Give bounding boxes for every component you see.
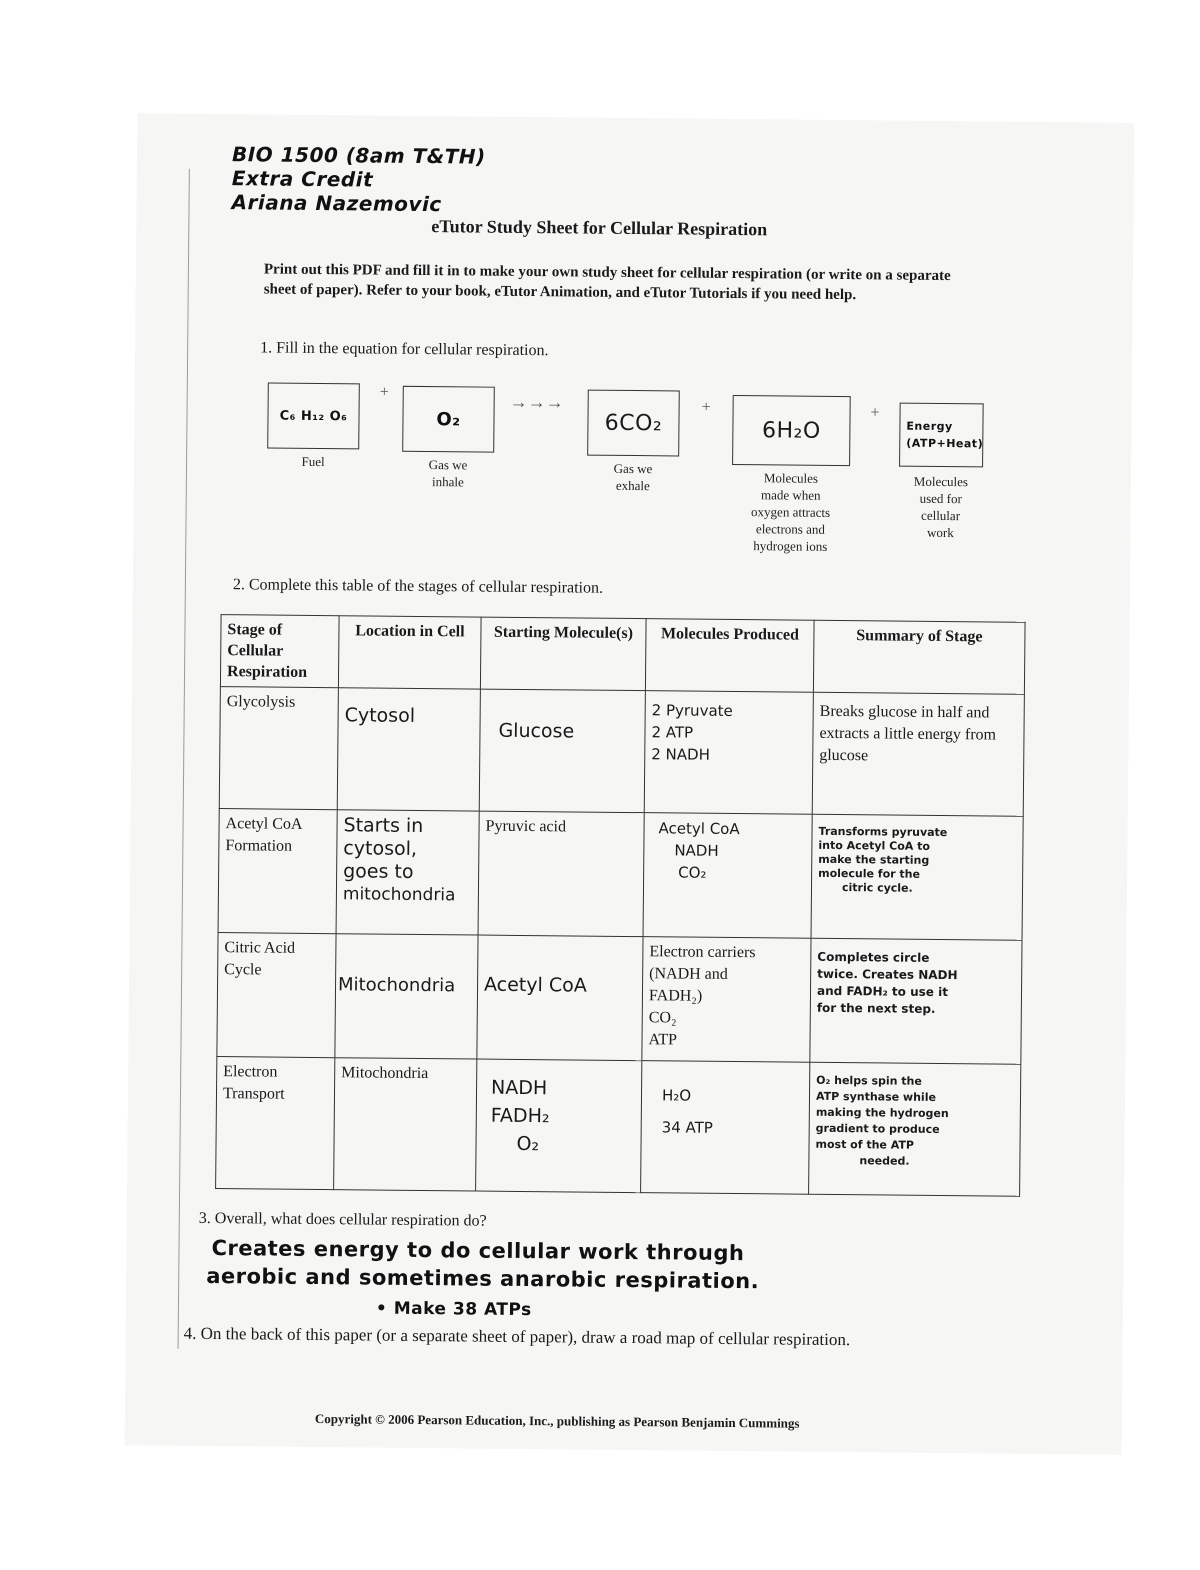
- stage-name: Glycolysis: [219, 687, 338, 810]
- stage-name: Electron Transport: [216, 1057, 335, 1190]
- question-3-prompt: 3. Overall, what does cellular respiration do?: [198, 1209, 487, 1230]
- starting-cell: Acetyl CoA: [477, 935, 643, 1061]
- location-cell: Mitochondria: [335, 934, 478, 1059]
- produced-cell: Electron carriers (NADH and FADH₂) CO₂ ATP: [642, 937, 811, 1063]
- stage-name: Acetyl CoA Formation: [218, 809, 337, 934]
- table-row: [216, 1057, 1021, 1197]
- question-3-answer-line-1: Creates energy to do cellular work through: [211, 1236, 745, 1266]
- question-3-answer-line-2: aerobic and sometimes anarobic respiration.: [206, 1263, 760, 1294]
- starting-cell: Pyruvic acid: [478, 811, 644, 937]
- instructions: Print out this PDF and fill it in to make your own study sheet for cellular respiration (or write on a separate sheet of paper). Refer to your book, eTutor Animation, and eTutor Tutorials if you need help.: [263, 261, 951, 304]
- plus-sign: +: [379, 383, 389, 401]
- location-cell: Starts in cytosol, goes to mitochondria: [336, 810, 479, 935]
- plus-sign: +: [701, 398, 711, 416]
- stage-name: Citric Acid Cycle: [217, 933, 336, 1058]
- header-produced: Molecules Produced: [645, 619, 814, 693]
- summary-cell: Transforms pyruvate into Acetyl CoA to make the starting molecule for the citric cycle.: [811, 814, 1023, 940]
- copyright-footer: Copyright © 2006 Pearson Education, Inc., publishing as Pearson Benjamin Cummings: [314, 1411, 800, 1431]
- starting-cell: NADH FADH₂ O₂: [476, 1059, 642, 1193]
- produced-cell: Acetyl CoA NADH CO₂: [643, 813, 812, 939]
- header-stage: Stage of Cellular Respiration: [220, 615, 339, 688]
- equation-box-fuel: C₆ H₁₂ O₆: [267, 383, 360, 450]
- course-label: BIO 1500 (8am T&TH): [231, 142, 486, 169]
- caption-water: Molecules made when oxygen attracts electrons and hydrogen ions: [751, 470, 831, 554]
- table-row: [218, 809, 1023, 941]
- question-1-prompt: 1. Fill in the equation for cellular respiration.: [260, 339, 549, 360]
- produced-cell: H₂O 34 ATP: [641, 1061, 810, 1195]
- equation-box-inhale: O₂: [402, 386, 495, 453]
- caption-exhale: Gas we exhale: [613, 460, 653, 494]
- header-location: Location in Cell: [338, 616, 481, 689]
- student-name: Ariana Nazemovic: [231, 190, 442, 217]
- assignment-label: Extra Credit: [231, 166, 374, 192]
- question-2-prompt: 2. Complete this table of the stages of cellular respiration.: [232, 576, 604, 597]
- equation-box-energy: [899, 403, 984, 468]
- equation-box-exhale: 6CO₂: [587, 390, 680, 457]
- arrows: →→→: [509, 391, 564, 413]
- location-cell: Mitochondria: [334, 1058, 477, 1191]
- worksheet-page: [125, 113, 1135, 1455]
- location-cell: Cytosol: [337, 688, 480, 811]
- caption-inhale: Gas we inhale: [428, 457, 468, 490]
- stages-table: [215, 614, 1025, 1197]
- header-starting: Starting Molecule(s): [480, 617, 646, 691]
- caption-fuel: Fuel: [301, 453, 325, 470]
- table-row: [217, 933, 1022, 1065]
- table-row: [219, 687, 1024, 817]
- energy-answer-detail: (ATP+Heat): [906, 436, 984, 451]
- header-summary: Summary of Stage: [813, 620, 1025, 694]
- produced-cell: 2 Pyruvate 2 ATP 2 NADH: [644, 691, 813, 815]
- margin-line: [178, 169, 190, 1349]
- summary-cell: Completes circle twice. Creates NADH and FADH₂ to use it for the next step.: [810, 938, 1022, 1064]
- summary-cell: Breaks glucose in half and extracts a little energy from glucose: [812, 692, 1024, 816]
- summary-cell: O₂ helps spin the ATP synthase while making the hydrogen gradient to produce most of the ATP needed.: [809, 1062, 1021, 1196]
- starting-cell: Glucose: [479, 689, 645, 813]
- plus-sign: +: [870, 404, 880, 422]
- equation-box-water: 6H₂O: [732, 395, 851, 466]
- question-4-prompt: 4. On the back of this paper (or a separate sheet of paper), draw a road map of cellular respiration.: [183, 1323, 851, 1350]
- question-3-answer-line-3: • Make 38 ATPs: [375, 1298, 532, 1321]
- energy-answer: Energy: [906, 419, 953, 434]
- page-title: eTutor Study Sheet for Cellular Respiration: [431, 216, 768, 240]
- caption-energy: Molecules used for cellular work: [913, 473, 969, 541]
